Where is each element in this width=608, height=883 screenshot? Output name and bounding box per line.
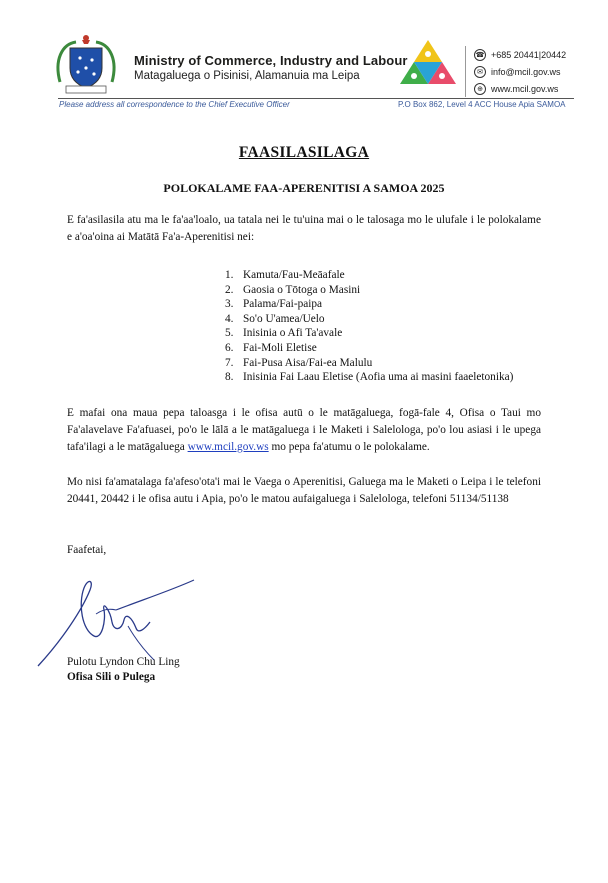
samoa-coat-of-arms-icon [52,30,120,96]
document-subtitle: POLOKALAME FAA-APERENITISI A SAMOA 2025 [163,181,445,195]
website-text[interactable]: www.mcil.gov.ws [491,83,559,94]
list-item: 7. Fai-Pusa Aisa/Fai-ea Malulu [225,356,373,369]
signer-name: Pulotu Lyndon Chu Ling [67,656,180,668]
signer-title: Ofisa Sili o Pulega [67,671,156,683]
phone-row [474,46,566,63]
list-item: 1. Kamuta/Fau-Meāafale [225,269,345,281]
trades-list [225,268,513,385]
organization-subtitle: Matagaluega o Pisinisi, Alamanuia ma Leipa [134,70,360,82]
globe-icon: ⊕ [474,83,486,95]
postal-address: P.O Box 862, Level 4 ACC House Apia SAMOA [398,100,566,109]
email-text[interactable]: info@mcil.gov.ws [491,66,561,77]
website-row [474,80,566,97]
header-divider [58,98,574,99]
closing-text: Faafetai, [67,544,107,556]
list-item: 5. Inisinia o Afi Ta'avale [225,327,343,340]
list-item: 8. Inisinia Fai Laau Eletise (Aofia uma ai masini faaeletonika) [225,371,514,384]
email-row [474,63,566,80]
phone-text: +685 20441|20442 [491,49,567,60]
list-item: 3. Palama/Fai-paipa [225,298,323,311]
list-item: 6. Fai-Moli Eletise [225,341,317,354]
letterhead [0,0,608,112]
list-item: 2. Gaosia o Tōtoga o Masini [225,283,361,296]
handwritten-signature [32,570,202,670]
website-link[interactable]: www.mcil.gov.ws [187,441,269,453]
mcil-logo-icon [397,38,459,98]
intro-paragraph: E fa'asilasila atu ma le fa'aa'loalo, ua tatala nei le tu'uina mai o le talosaga mo le ulufale i le polokalame e a'oa'oina ai Matātā Fa'a-Aperenitisi nei: [67,214,541,243]
contact-paragraph: Mo nisi fa'amatalaga fa'afeso'ota'i mai le Vaega o Aperenitisi, Galuega ma le Maketi o Leipa i le telefoni 20441, 20442 i le ofisa autu i Apia, po'o le matou aufaigaluega i Salelologa, telefoni 51134/51138 [67,476,541,505]
phone-icon: ☎ [474,49,486,61]
list-item: 4. So'o U'amea/Uelo [225,312,325,325]
application-paragraph: E mafai ona maua pepa taloasga i le ofisa autū o le matāgaluega, fogā-fale 4, Ofisa o Taui mo Fa'alavelave Fa'afuasei, po'o le lālā a le matāgaluega i le Maketi i Salelologa, po'o lou asiasi i le upega tafa'ilagi a le matāgaluega www.mcil.gov.ws mo pepa fa'atumu o le polokalame. [67,407,541,453]
document-title: FAASILASILAGA [238,144,370,161]
email-icon: ✉ [474,66,486,78]
organization-block [134,53,408,82]
contact-block [465,46,566,97]
correspondence-note: Please address all correspondence to the Chief Executive Officer [59,100,290,109]
organization-name: Ministry of Commerce, Industry and Labour [134,53,408,68]
